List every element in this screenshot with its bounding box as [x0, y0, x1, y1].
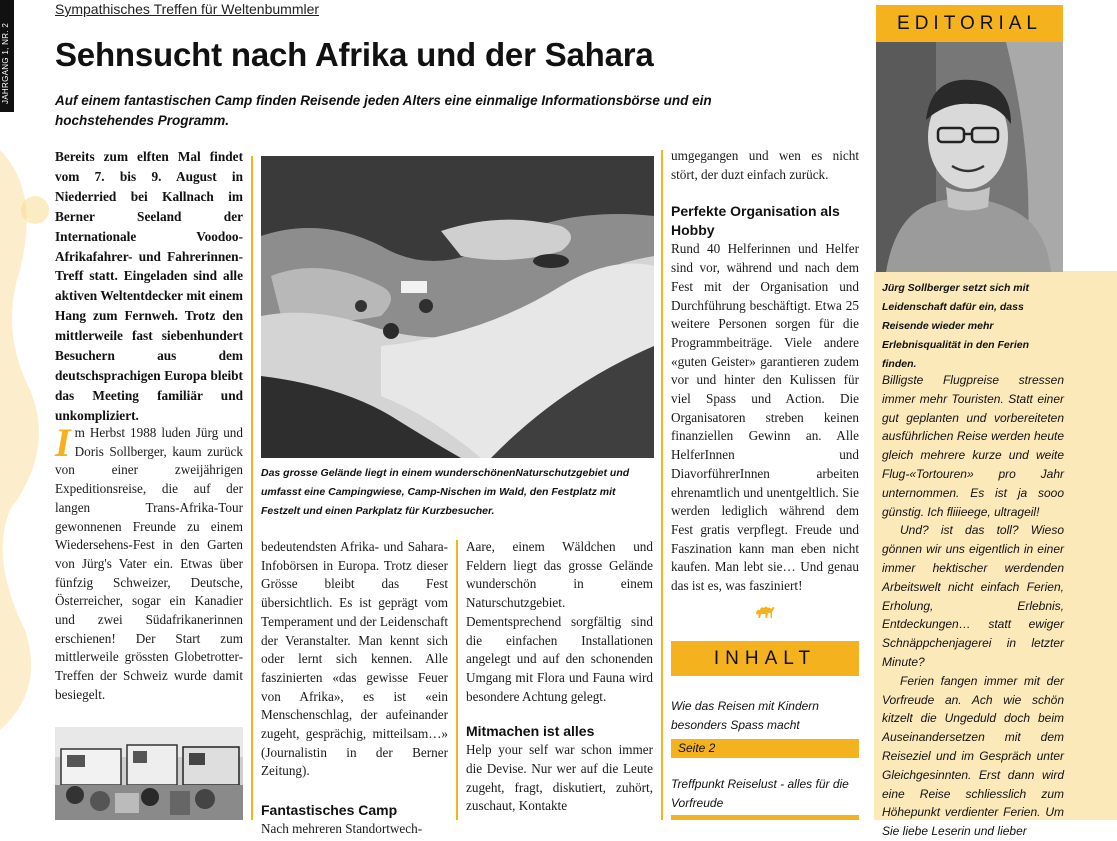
column-rule [251, 156, 253, 820]
editorial-paragraph: Billigste Flugpreise stressen immer mehr Touristen. Statt einer gut geplanten und vorbereiteten ausführlichen Reise werden heute gleich mehrere kurze und weite Flug-«Tortouren» pro Jahr unternommen. Es ist ja sooo günstig. Ich fliiieege, ultrageil! [882, 373, 1064, 519]
photo-caption: Das grosse Gelände liegt in einem wunderschönenNaturschutzgebiet und umfasst eine Campingwiese, Camp-Nischen im Wald, den Festplatz mit Festzelt und einen Parkplatz für Kurzbesucher. [261, 467, 630, 517]
camel-icon [753, 599, 777, 623]
camp-vehicles-photo [55, 727, 243, 820]
article-column-1 [55, 420, 243, 705]
contents-item-page [671, 815, 859, 820]
article-headline: Sehnsucht nach Afrika und der Sahara [55, 36, 654, 73]
article-lead: Bereits zum elften Mal findet vom 7. bis 9. August in Niederried bei Kallnach im Berner Seeland der Internationale Voodoo-Afrikafahrer- und Fahrerinnen-Treff statt. Eingeladen sind alle aktiven Weltentdecker mit einem Hang zum Fernweh. Trotz den mittlerweile fast siebenhundert Besuchern aus dem deutschsprachigen Europa bleibt das Meeting familiär und unkompliziert. [55, 149, 243, 423]
section-subhead: Perfekte Organisation als Hobby [671, 203, 840, 239]
article-column-4 [671, 147, 859, 596]
column-rule [456, 540, 458, 820]
article-column-3 [466, 538, 653, 816]
body-paragraph [55, 420, 243, 705]
drop-cap: I [55, 420, 71, 465]
contents-item-title[interactable]: Treffpunkt Reiselust - alles für die Vorfreude [671, 777, 849, 810]
section-subhead: Fantastisches Camp [261, 802, 398, 819]
contents-item-page[interactable]: Seite 2 [671, 739, 859, 758]
column-rule [661, 150, 663, 820]
aerial-camp-photo [261, 156, 654, 458]
body-paragraph: bedeutendsten Afrika- und Sahara-Infobörsen in Europa. Trotz dieser Grösse bleibt das Fest übersichtlich. Es ist geprägt vom Temperament und der Leidenschaft der Veranstalter. Man kennt sich oder lernt sich kennen. Alle faszinierten «das gewisse Feuer von Afrika», es ist «ein Menschenschlag, der aufeinander zugeht, gesprächig, mitteilsam…» (Journalistin in der Berner Zeitung). [261, 539, 448, 779]
editorial-body [882, 371, 1064, 841]
article-kicker: Sympathisches Treffen für Weltenbummler [55, 1, 320, 17]
portrait-caption: Jürg Sollberger setzt sich mit Leidenschaft dafür ein, dass Reisende wieder mehr Erlebnisqualität in den Ferien finden. [882, 282, 1030, 370]
body-paragraph: Help your self war schon immer die Devise. Nur wer auf die Leute zugeht, fragt, diskutiert, zuhört, zuschaut, Kontakte [466, 742, 653, 814]
contents-header: INHALT [671, 641, 859, 676]
author-portrait [876, 42, 1063, 272]
body-paragraph: Rund 40 Helferinnen und Helfer sind vor, während und nach dem Fest mit der Organisation und Durchführung beschäftigt. Etwa 25 weitere Personen sorgen für die Programmbeiträge. Viele andere «guten Geister» garantieren zudem vor und hinter den Kulissen für viel Spass und Action. Die Organisatoren streben keinen finanziellen Gewinn an. Alle HelferInnen und DiavorführerInnen arbeiten ehrenamtlich und unentgeltlich. Sie werden lediglich während dem Fest gratis verpflegt. Freude und Faszination kann man eben nicht kaufen. Man lebt sie… Und genau das ist es, was fasziniert! [671, 241, 859, 594]
volume-label: JAHRGANG 1, NR. 2 [1, 22, 10, 104]
editorial-paragraph: Ferien fangen immer mit der Vorfreude an. Ach wie schön kitzelt die Ungeduld doch beim Auseinandersetzen mit dem Reiseziel und im Gespräch unter Gleichgesinnten. Erst dann wird eine Reise schliesslich zum Höhepunkt verdienter Ferien. Um Sie liebe Leserin und lieber [882, 673, 1064, 839]
section-subhead: Mitmachen ist alles [466, 723, 595, 740]
decorative-background-art [0, 130, 60, 730]
article-deck: Auf einem fantastischen Camp finden Reisende jeden Alters eine einmalige Informationsbörse und ein hochstehendes Programm. [55, 93, 712, 128]
editorial-paragraph: Und? ist das toll? Wieso gönnen wir uns eigentlich in einer immer hektischer werdenden Arbeitswelt nicht einfach Ferien, Erholung, Erlebnis, Entdeckungen… statt ewiger Schnäppchenjagerei in letzter Minute? [882, 523, 1064, 669]
article-column-2 [261, 538, 448, 839]
body-paragraph: Aare, einem Wäldchen und Feldern liegt das grosse Gelände wunderschön in einem Naturschutzgebiet. Dementsprechend sorgfältig sind die einfachen Installationen angelegt und auf den schonenden Umgang mit Flora und Fauna wird besondere Achtung gelegt. [466, 539, 653, 704]
volume-spine [0, 0, 14, 112]
editorial-header: EDITORIAL [876, 5, 1063, 42]
body-paragraph: umgegangen und wen es nicht stört, der duzt einfach zurück. [671, 148, 859, 182]
body-paragraph: Nach mehreren Standortwech- [261, 821, 423, 837]
body-text: m Herbst 1988 luden Jürg und Doris Sollberger, kaum zurück von einer zweijährigen Expeditionsreise, die auf der langen Trans-Afrika-Tour gewonnenen Freunde zu einem Wiedersehens-Fest in den Garten von Jürg's Vater ein. Etwas über fünfzig Schweizer, Deutsche, Österreicher, sogar ein Kanadier und zwei Südafrikanerinnen erschienen! Der Start zum mittlerweile grössten Globetrotter-Treffen der Schweiz wurde damit besiegelt. [55, 425, 243, 702]
contents-item-title[interactable]: Wie das Reisen mit Kindern besonders Spass macht [671, 699, 819, 732]
